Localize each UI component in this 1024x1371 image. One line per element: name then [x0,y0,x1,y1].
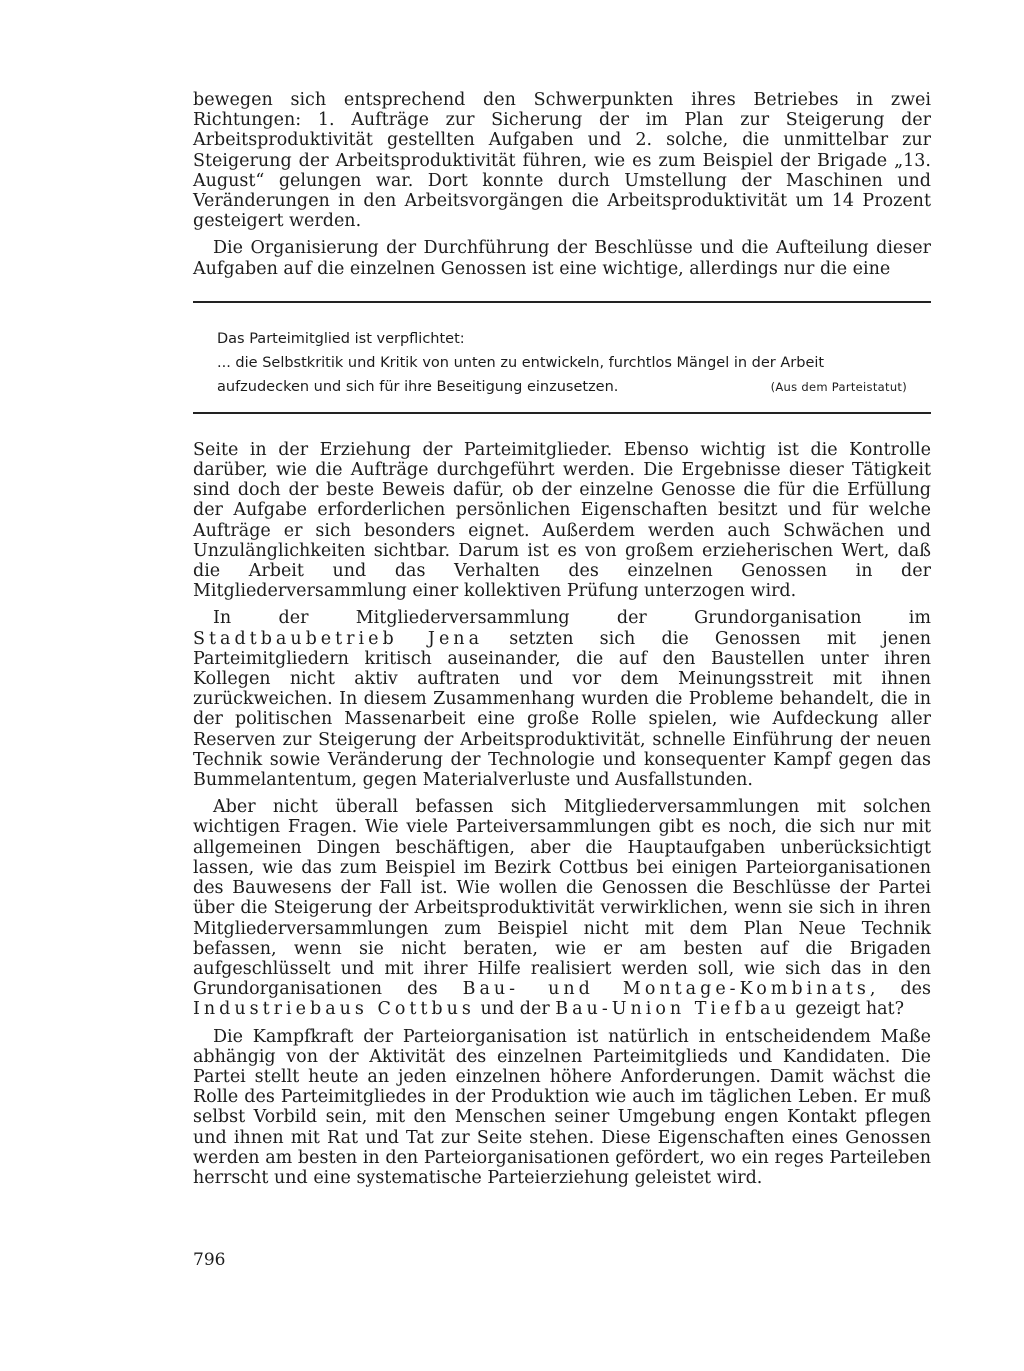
quote-line: ... die Selbstkritik und Kritik von unten zu entwickeln, furchtlos Mängel in der Arbeit [217,354,825,371]
spaced-name: Bau-Union Tiefbau [555,999,790,1020]
text-segment: , des [869,979,931,1000]
text-segment: Aber nicht überall befassen sich Mitgliederversammlungen mit solchen wichtigen Fragen. Wie viele Parteiversammlungen gibt es noch, die sich nur mit allgemeinen Dingen beschäftigen, aber die Hauptaufgaben unberücksichtigt lassen, wie das zum Beispiel im Bezirk Cottbus bei einigen Parteiorganisationen des Bauwesens der Fall ist. Wie wollen die Genossen die Beschlüsse der Partei über die Steigerung der Arbeitsproduktivität verwirklichen, wenn sie sich in ihren Mitgliederversammlungen zum Beispiel nicht mit dem Plan Neue Technik befassen, wenn sie nicht beraten, wie er am besten auf die Brigaden aufgeschlüsselt und mit ihrer Hilfe realisiert werden soll, wie sich das in den Grundorganisationen des [193,797,931,1000]
quote-line-end: aufzudecken und sich für ihre Beseitigung einzusetzen. [217,378,619,395]
text-segment: setzten sich die Genossen mit jenen Parteimitgliedern kritisch auseinander, die auf den Baustellen unter ihren Kollegen nicht aktiv auftraten und vor dem Meinungsstreit mit ihnen zurückweichen. In diesem Zusammenhang wurden die Probleme behandelt, die in der politischen Massenarbeit eine große Rolle spielen, wie Aufdeckung aller Reserven zur Steigerung der Arbeitsproduktivität, schnelle Einführung der neuen Technik sowie Veränderung der Technologie und konsequenter Kampf gegen das Bummelantentum, gegen Materialverluste und Ausfallstunden. [193,628,931,791]
quote-source: (Aus dem Parteistatut) [770,379,907,394]
paragraph-organisierung: Die Organisierung der Durchführung der Beschlüsse und die Aufteilung dieser Aufgaben auf die einzelnen Genossen ist eine wichtige, allerdings nur die eine [193,238,931,279]
paragraph-erziehung: Seite in der Erziehung der Parteimitglieder. Ebenso wichtig ist die Kontrolle darüber, wie die Aufträge durchgeführt werden. Die Ergebnisse dieser Tätigkeit sind doch der beste Beweis dafür, ob der einzelne Genosse die für die Erfüllung der Aufgabe erforderlichen persönlichen Eigenschaften besitzt und für welche Aufträge er sich besonders eignet. Außerdem werden auch Schwächen und Unzulänglichkeiten sichtbar. Darum ist es von großem erzieherischen Wert, daß die Arbeit und das Verhalten des einzelnen Genossen in der Mitgliederversammlung einer kollektiven Prüfung unterzogen wird. [193,439,931,602]
paragraph-cottbus [193,797,931,1019]
paragraph-jena [193,608,931,790]
text-segment: gezeigt hat? [789,999,904,1020]
paragraph-kampfkraft: Die Kampfkraft der Parteiorganisation ist natürlich in entscheidendem Maße abhängig von der Aktivität des einzelnen Parteimitglieds und Kandidaten. Die Partei stellt heute an jeden einzelnen höhere Anforderungen. Damit wächst die Rolle des Parteimitgliedes in der Produktion wie auch im täglichen Leben. Er muß selbst Vorbild sein, mit den Menschen seiner Umgebung engen Kontakt pflegen und ihnen mit Rat und Tat zur Seite stehen. Diese Eigenschaften eines Genossen werden am besten in den Parteiorganisationen gefördert, wo ein reges Parteileben herrscht und eine systematische Parteierziehung geleistet wird. [193,1026,931,1188]
text-segment: und der [474,999,556,1020]
paragraph-intro: bewegen sich entsprechend den Schwerpunkten ihres Betriebes in zwei Richtungen: 1. Aufträge zur Sicherung der im Plan zur Steigerung der Arbeitsproduktivität gestellten Aufgaben und 2. solche, die unmittelbar zur Steigerung der Arbeitsproduktivität führen, wie es zum Beispiel der Brigade „13. August“ gelungen war. Dort konnte durch Umstellung der Maschinen und Veränderungen in den Arbeitsvorgängen die Arbeitsproduktivität um 14 Prozent gesteigert werden. [193,90,931,232]
spaced-name: Bau- und Montage-Kombinats [462,979,870,1000]
quote-last-row [217,375,907,399]
quote-heading: Das Parteimitglied ist verpflichtet: [217,330,465,347]
page-content [193,90,931,1188]
spaced-name: Stadtbaubetrieb Jena [193,628,483,649]
quote-box [193,301,931,414]
spaced-name: Industriebaus Cottbus [193,999,475,1020]
text-segment: In der Mitgliederversammlung der Grundorganisation im [213,608,931,629]
page-number: 796 [193,1250,226,1270]
